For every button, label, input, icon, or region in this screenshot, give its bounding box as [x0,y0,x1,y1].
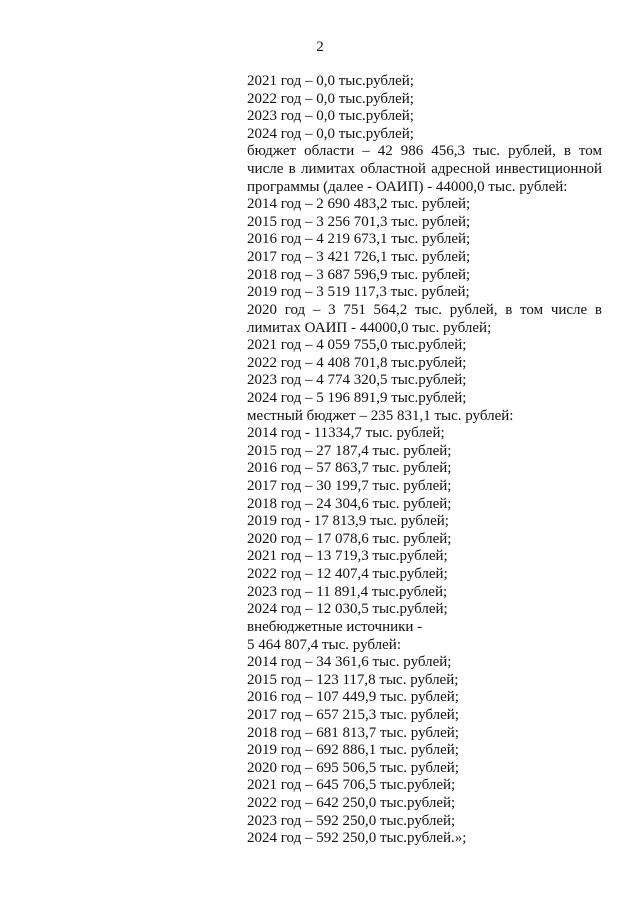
text-line [247,566,602,584]
text-line [247,813,602,831]
text-line [247,179,602,197]
text-line-content: 2024 год – 0,0 тыс.рублей; [247,125,414,142]
text-line [247,531,602,549]
text-line-content: программы (далее - ОАИП) - 44000,0 тыс. рублей: [247,178,568,195]
text-line-content: 2015 год – 27 187,4 тыс. рублей; [247,442,452,459]
text-line [247,161,602,179]
text-line-content: 2014 год – 34 361,6 тыс. рублей; [247,654,452,671]
text-line-content: 2015 год – 3 256 701,3 тыс. рублей; [247,213,471,230]
text-line-content: 2019 год - 17 813,9 тыс. рублей; [247,513,449,530]
text-line-content: 2019 год – 3 519 117,3 тыс. рублей; [247,284,470,301]
text-line [247,267,602,285]
text-line-content: 2019 год – 692 886,1 тыс. рублей; [247,742,459,759]
text-line-content: 2023 год – 11 891,4 тыс.рублей; [247,583,448,600]
text-line-content: бюджет области – 42 986 456,3 тыс. рублей, в том [247,143,602,160]
text-line [247,91,602,109]
text-line-content: 2018 год – 681 813,7 тыс. рублей; [247,724,459,741]
text-line [247,355,602,373]
page-number: 2 [316,39,324,55]
text-line [247,619,602,637]
text-line [247,830,602,848]
text-line-content: 2014 год – 2 690 483,2 тыс. рублей; [247,196,471,213]
text-line [247,742,602,760]
text-line-content: числе в лимитах областной адресной инвестиционной [247,161,602,178]
text-line [247,143,602,161]
text-line-content: 2018 год – 24 304,6 тыс. рублей; [247,495,452,512]
text-line [247,302,602,320]
text-line [247,689,602,707]
text-line-content: 2022 год – 0,0 тыс.рублей; [247,90,414,107]
text-line [247,601,602,619]
text-line-content: 2022 год – 4 408 701,8 тыс.рублей; [247,354,467,371]
text-line [247,707,602,725]
text-line [247,372,602,390]
text-line-content: 2016 год – 57 863,7 тыс. рублей; [247,460,452,477]
text-line [247,460,602,478]
text-line-content: 2014 год - 11334,7 тыс. рублей; [247,425,445,442]
text-line [247,390,602,408]
text-line-content: 2021 год – 4 059 755,0 тыс.рублей; [247,337,467,354]
text-line [247,408,602,426]
text-line-content: 2020 год – 17 078,6 тыс. рублей; [247,530,452,547]
text-line-content: внебюджетные источники - [247,618,423,635]
text-line [247,513,602,531]
text-line [247,795,602,813]
text-line [247,478,602,496]
text-line [247,672,602,690]
text-line-content: местный бюджет – 235 831,1 тыс. рублей: [247,407,514,424]
text-line [247,777,602,795]
text-line [247,584,602,602]
text-line [247,320,602,338]
text-line-content: 2015 год – 123 117,8 тыс. рублей; [247,671,459,688]
text-line-content: лимитах ОАИП - 44000,0 тыс. рублей; [247,319,492,336]
text-line-content: 2017 год – 30 199,7 тыс. рублей; [247,478,452,495]
text-line [247,654,602,672]
text-line-content: 2024 год – 592 250,0 тыс.рублей.»; [247,830,467,847]
text-line [247,760,602,778]
text-line-content: 2021 год – 13 719,3 тыс.рублей; [247,548,448,565]
text-line-content: 2022 год – 642 250,0 тыс.рублей; [247,794,456,811]
text-line [247,214,602,232]
text-line [247,108,602,126]
text-line [247,725,602,743]
text-line-content: 2021 год – 645 706,5 тыс.рублей; [247,777,456,794]
text-line-content: 2023 год – 0,0 тыс.рублей; [247,108,414,125]
text-line [247,196,602,214]
text-line [247,637,602,655]
text-line [247,249,602,267]
document-body [247,73,602,848]
text-line-content: 5 464 807,4 тыс. рублей: [247,636,401,653]
text-line [247,443,602,461]
text-line-content: 2018 год – 3 687 596,9 тыс. рублей; [247,266,471,283]
text-line [247,231,602,249]
text-line-content: 2022 год – 12 407,4 тыс.рублей; [247,566,448,583]
text-line-content: 2023 год – 4 774 320,5 тыс.рублей; [247,372,467,389]
text-line-content: 2017 год – 657 215,3 тыс. рублей; [247,706,459,723]
text-line [247,126,602,144]
text-line [247,337,602,355]
text-line [247,496,602,514]
text-line-content: 2017 год – 3 421 726,1 тыс. рублей; [247,249,471,266]
text-line-content: 2023 год – 592 250,0 тыс.рублей; [247,812,456,829]
text-line [247,284,602,302]
text-line-content: 2021 год – 0,0 тыс.рублей; [247,73,414,89]
text-line-content: 2016 год – 4 219 673,1 тыс. рублей; [247,231,471,248]
text-line-content: 2024 год – 12 030,5 тыс.рублей; [247,601,448,618]
text-line [247,73,602,91]
text-line [247,548,602,566]
text-line-content: 2020 год – 3 751 564,2 тыс. рублей, в том числе в [247,301,602,318]
text-line-content: 2024 год – 5 196 891,9 тыс.рублей; [247,389,467,406]
text-line [247,425,602,443]
text-line-content: 2016 год – 107 449,9 тыс. рублей; [247,689,459,706]
text-line-content: 2020 год – 695 506,5 тыс. рублей; [247,759,459,776]
